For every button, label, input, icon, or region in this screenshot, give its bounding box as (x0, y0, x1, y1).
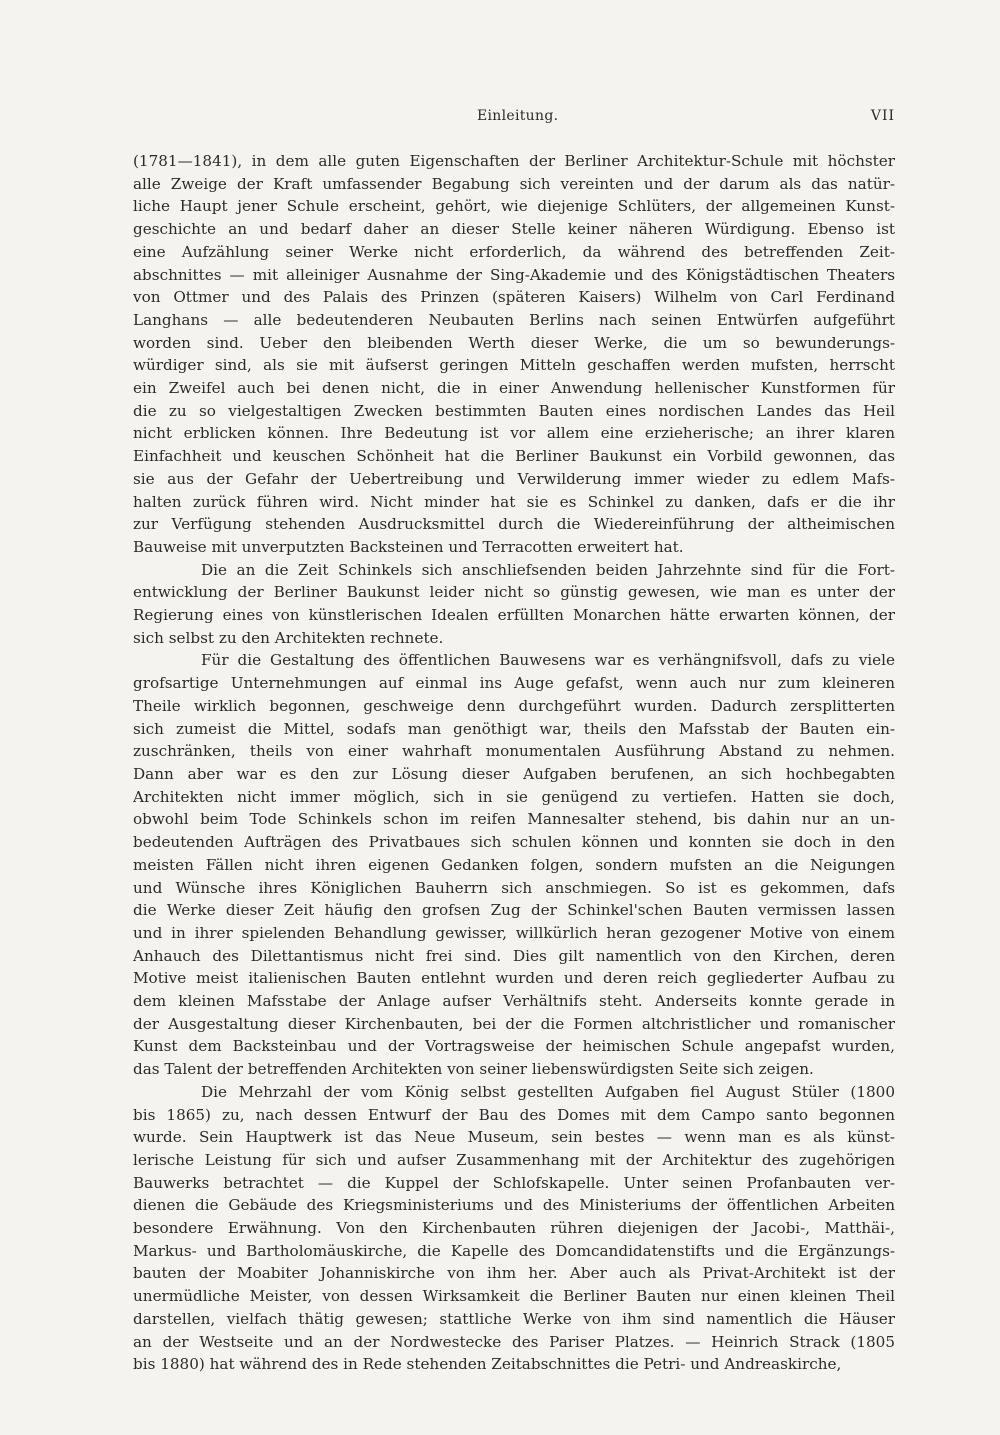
text-line: die zu so vielgestaltigen Zwecken bestimmten Bauten eines nordischen Landes das Heil (133, 401, 895, 420)
text-line: liche Haupt jener Schule erscheint, gehört, wie diejenige Schlüters, der allgemeinen Kunst- (133, 197, 895, 216)
text-line: grofsartige Unternehmungen auf einmal ins Auge gefafst, wenn auch nur zum kleineren (133, 674, 895, 693)
text-line: der Ausgestaltung dieser Kirchenbauten, bei der die Formen altchristlicher und romanischer (133, 1014, 895, 1033)
text-line: wurde. Sein Hauptwerk ist das Neue Museum, sein bestes — wenn man es als künst- (133, 1128, 895, 1147)
text-line: (1781—1841), in dem alle guten Eigenschaften der Berliner Architektur-Schule mit höchster (133, 152, 895, 170)
paragraph (133, 1081, 895, 1376)
text-line: Dann aber war es den zur Lösung dieser Aufgaben berufenen, an sich hochbegabten (133, 764, 895, 783)
text-line: bis 1865) zu, nach dessen Entwurf der Bau des Domes mit dem Campo santo begonnen (133, 1105, 895, 1124)
text-line: sich zumeist die Mittel, sodafs man genöthigt war, theils den Mafsstab der Bauten ein- (133, 719, 895, 738)
text-line: und in ihrer spielenden Behandlung gewisser, willkürlich heran gezogener Motive von einem (133, 923, 895, 942)
text-line: Theile wirklich begonnen, geschweige denn durchgeführt wurden. Dadurch zersplitterten (133, 696, 895, 715)
text-line: Einfachheit und keuschen Schönheit hat die Berliner Baukunst ein Vorbild gewonnen, das (133, 447, 895, 466)
text-line: eine Aufzählung seiner Werke nicht erforderlich, da während des betreffenden Zeit- (133, 242, 895, 261)
text-line: Regierung eines von künstlerischen Idealen erfüllten Monarchen hätte erwarten können, der (133, 606, 895, 625)
text-line: sich selbst zu den Architekten rechnete. (133, 628, 444, 647)
text-line: obwohl beim Tode Schinkels schon im reifen Mannesalter stehend, bis dahin nur an un- (133, 810, 895, 829)
text-line: bis 1880) hat während des in Rede stehenden Zeitabschnittes die Petri- und Andreaskirche, (133, 1355, 842, 1374)
text-line: darstellen, vielfach thätig gewesen; stattliche Werke von ihm sind namentlich die Häuser (133, 1309, 895, 1328)
text-line: worden sind. Ueber den bleibenden Werth dieser Werke, die um so bewunderungs- (133, 333, 895, 352)
paragraph (133, 559, 895, 650)
text-line: Die Mehrzahl der vom König selbst gestellten Aufgaben fiel August Stüler (1800 (201, 1082, 895, 1101)
text-line: geschichte an und bedarf daher an dieser Stelle keiner näheren Würdigung. Ebenso ist (133, 220, 895, 239)
text-line: die Werke dieser Zeit häufig den grofsen Zug der Schinkel'schen Bauten vermissen lassen (133, 901, 895, 920)
text-line: Für die Gestaltung des öffentlichen Bauwesens war es verhängnifsvoll, dafs zu viele (201, 651, 895, 670)
text-line: unermüdliche Meister, von dessen Wirksamkeit die Berliner Bauten nur einen kleinen Theil (133, 1287, 895, 1306)
text-line: besondere Erwähnung. Von den Kirchenbauten rühren diejenigen der Jacobi-, Matthäi-, (133, 1219, 895, 1238)
text-line: Langhans — alle bedeutenderen Neubauten Berlins nach seinen Entwürfen aufgeführt (133, 310, 895, 329)
text-line: Anhauch des Dilettantismus nicht frei sind. Dies gilt namentlich von den Kirchen, deren (133, 946, 895, 965)
text-line: das Talent der betreffenden Architekten von seiner liebenswürdigsten Seite sich zeigen. (133, 1060, 814, 1079)
text-line: und Wünsche ihres Königlichen Bauherrn sich anschmiegen. So ist es gekommen, dafs (133, 878, 895, 897)
text-line: Die an die Zeit Schinkels sich anschliefsenden beiden Jahrzehnte sind für die Fort- (201, 560, 895, 579)
text-line: zur Verfügung stehenden Ausdrucksmittel durch die Wiedereinführung der altheimischen (133, 515, 895, 534)
text-line: bedeutenden Aufträgen des Privatbaues sich schulen können und konnten sie doch in den (133, 833, 895, 852)
text-line: Bauwerks betrachtet — die Kuppel der Schlofskapelle. Unter seinen Profanbauten ver- (133, 1173, 895, 1192)
text-line: würdiger sind, als sie mit äufserst geringen Mitteln geschaffen werden mufsten, herrscht (133, 356, 895, 375)
text-line: Architekten nicht immer möglich, sich in sie genügend zu vertiefen. Hatten sie doch, (133, 787, 895, 806)
page-header (133, 108, 895, 132)
text-line: ein Zweifel auch bei denen nicht, die in einer Anwendung hellenischer Kunstformen für (133, 379, 895, 398)
text-line: abschnittes — mit alleiniger Ausnahme der Sing-Akademie und des Königstädtischen Theaters (133, 265, 895, 284)
paragraph (133, 150, 895, 559)
text-line: entwicklung der Berliner Baukunst leider nicht so günstig gewesen, wie man es unter der (133, 583, 895, 602)
text-line: Motive meist italienischen Bauten entlehnt wurden und deren reich gegliederter Aufbau zu (133, 969, 895, 988)
text-line: alle Zweige der Kraft umfassender Begabung sich vereinten und der darum als das natür- (133, 174, 895, 193)
paragraph (133, 649, 895, 1080)
text-line: nicht erblicken können. Ihre Bedeutung ist vor allem eine erzieherische; an ihrer klaren (133, 424, 895, 443)
text-line: an der Westseite und an der Nordwestecke des Pariser Platzes. — Heinrich Strack (1805 (133, 1332, 895, 1351)
text-line: meisten Fällen nicht ihren eigenen Gedanken folgen, sondern mufsten an die Neigungen (133, 855, 895, 874)
text-line: lerische Leistung für sich und aufser Zusammenhang mit der Architektur des zugehörigen (133, 1150, 895, 1169)
text-line: Kunst dem Backsteinbau und der Vortragsweise der heimischen Schule angepafst wurden, (133, 1037, 895, 1056)
text-line: Markus- und Bartholomäuskirche, die Kapelle des Domcandidatenstifts und die Ergänzungs- (133, 1241, 895, 1260)
text-line: dem kleinen Mafsstabe der Anlage aufser Verhältnifs steht. Anderseits konnte gerade in (133, 992, 895, 1011)
text-line: Bauweise mit unverputzten Backsteinen und Terracotten erweitert hat. (133, 537, 684, 556)
body-text (133, 150, 895, 1376)
text-line: von Ottmer und des Palais des Prinzen (späteren Kaisers) Wilhelm von Carl Ferdinand (133, 288, 895, 307)
text-line: dienen die Gebäude des Kriegsministeriums und des Ministeriums der öffentlichen Arbeiten (133, 1196, 895, 1215)
running-title: Einleitung. (477, 108, 559, 124)
text-line: zuschränken, theils von einer wahrhaft monumentalen Ausführung Abstand zu nehmen. (133, 742, 895, 761)
text-line: halten zurück führen wird. Nicht minder hat sie es Schinkel zu danken, dafs er die ihr (133, 492, 895, 511)
text-line: sie aus der Gefahr der Uebertreibung und Verwilderung immer wieder zu edlem Mafs- (133, 469, 895, 488)
page-number: VII (870, 108, 895, 124)
text-line: bauten der Moabiter Johanniskirche von ihm her. Aber auch als Privat-Architekt ist der (133, 1264, 895, 1283)
